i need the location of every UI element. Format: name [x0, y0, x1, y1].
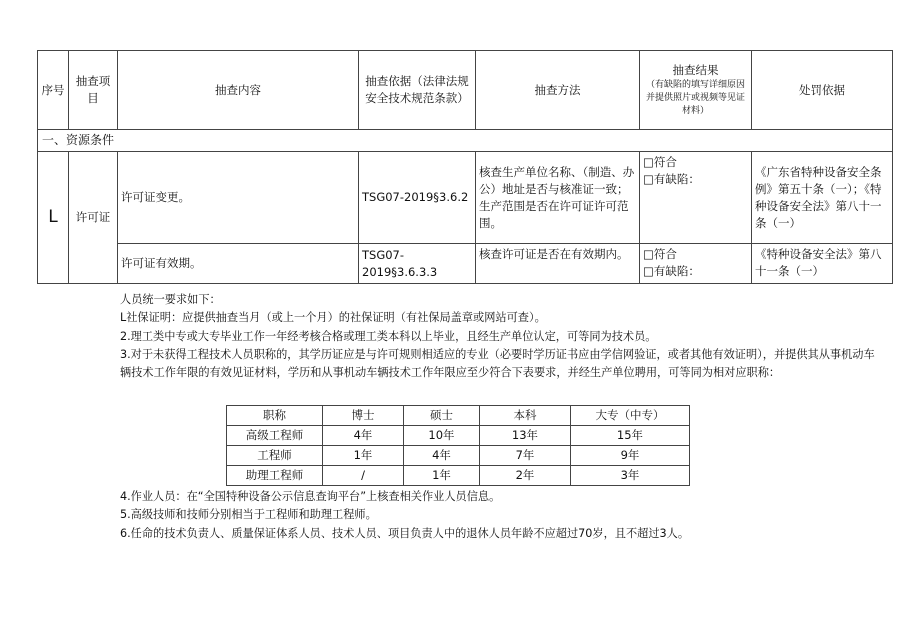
- note-item: 5.高级技师和技师分别相当于工程师和助理工程师。: [120, 508, 377, 522]
- row-penalty: 《特种设备安全法》第八十一条（一）: [752, 244, 893, 284]
- notes-intro: 人员统一要求如下：: [120, 293, 221, 306]
- qual-cell: 3年: [571, 466, 690, 486]
- table-row: [227, 466, 690, 486]
- note-item: 4.作业人员：在“全国特种设备公示信息查询平台”上核查相关作业人员信息。: [120, 490, 501, 503]
- section-title: 一、资源条件: [38, 130, 893, 152]
- header-content: 抽查内容: [118, 51, 359, 130]
- personnel-notes-continued: [120, 488, 880, 543]
- qual-header: 大专（中专）: [571, 406, 690, 426]
- row-basis: TSG07-2019§3.6.2: [359, 152, 476, 244]
- header-result-title: 抽查结果: [672, 63, 719, 77]
- header-basis: 抽查依据（法律法规安全技术规范条款）: [359, 51, 476, 130]
- qual-cell: 10年: [404, 426, 480, 446]
- section-row: [38, 130, 893, 152]
- qual-cell: 高级工程师: [227, 426, 323, 446]
- row-seq: L: [38, 152, 69, 284]
- row-result: [640, 152, 752, 244]
- row-method: 核查许可证是否在有效期内。: [476, 244, 640, 284]
- row-item: 许可证: [69, 152, 118, 284]
- qual-cell: 4年: [323, 426, 404, 446]
- personnel-notes: [120, 291, 880, 382]
- qual-cell: /: [323, 466, 404, 486]
- qual-cell: 15年: [571, 426, 690, 446]
- row-penalty: 《广东省特种设备安全条例》第五十条（一）；《特种设备安全法》第八十一条（一）: [752, 152, 893, 244]
- qual-cell: 工程师: [227, 446, 323, 466]
- result-ok-checkbox[interactable]: □符合: [643, 155, 677, 169]
- qual-header: 博士: [323, 406, 404, 426]
- table-row: [38, 244, 893, 284]
- header-row: [38, 51, 893, 130]
- result-ok-checkbox[interactable]: □符合: [643, 247, 677, 261]
- qual-cell: 7年: [480, 446, 571, 466]
- row-basis: TSG07-2019§3.6.3.3: [359, 244, 476, 284]
- header-penalty: 处罚依据: [752, 51, 893, 130]
- qual-header: 硕士: [404, 406, 480, 426]
- header-item: 抽查项目: [69, 51, 118, 130]
- result-defect-checkbox[interactable]: □有缺陷：: [643, 264, 700, 278]
- qual-cell: 9年: [571, 446, 690, 466]
- header-seq: 序号: [38, 51, 69, 130]
- qual-header: 本科: [480, 406, 571, 426]
- qualification-header-row: [227, 406, 690, 426]
- qual-header: 职称: [227, 406, 323, 426]
- note-item: 6.任命的技术负责人、质量保证体系人员、技术人员、项目负责人中的退休人员年龄不应超过70岁，且不超过3人。: [120, 526, 690, 540]
- inspection-table: [37, 50, 893, 284]
- header-method: 抽查方法: [476, 51, 640, 130]
- header-result-note: （有缺陷的填写详细原因并提供照片或视频等见证材料）: [645, 80, 745, 116]
- qualification-table: [226, 405, 690, 486]
- table-row: [227, 446, 690, 466]
- note-item: 3.对于未获得工程技术人员职称的，其学历证应是与许可规则相适应的专业（必要时学历证书应由学信网验证，或者其他有效证明），并提供其从事机动车辆技术工作年限的有效见证材料，学历和从事机动车辆技术工作年限应至少符合下表要求，并经生产单位聘用，可等同为相对应职称：: [120, 347, 875, 380]
- row-method: 核查生产单位名称、（制造、办公）地址是否与核准证一致；生产范围是否在许可证许可范围。: [476, 152, 640, 244]
- row-content: 许可证有效期。: [118, 244, 359, 284]
- note-item: L社保证明：应提供抽查当月（或上一个月）的社保证明（有社保局盖章或网站可查）。: [120, 311, 546, 325]
- row-content: 许可证变更。: [118, 152, 359, 244]
- qual-cell: 4年: [404, 446, 480, 466]
- note-item: 2.理工类中专或大专毕业工作一年经考核合格或理工类本科以上毕业，且经生产单位认定，可等同为技术员。: [120, 329, 657, 343]
- result-defect-checkbox[interactable]: □有缺陷：: [643, 172, 700, 186]
- qual-cell: 1年: [323, 446, 404, 466]
- row-result: [640, 244, 752, 284]
- qual-cell: 2年: [480, 466, 571, 486]
- table-row: [227, 426, 690, 446]
- qual-cell: 13年: [480, 426, 571, 446]
- qual-cell: 1年: [404, 466, 480, 486]
- table-row: [38, 152, 893, 244]
- header-result: [640, 51, 752, 130]
- qual-cell: 助理工程师: [227, 466, 323, 486]
